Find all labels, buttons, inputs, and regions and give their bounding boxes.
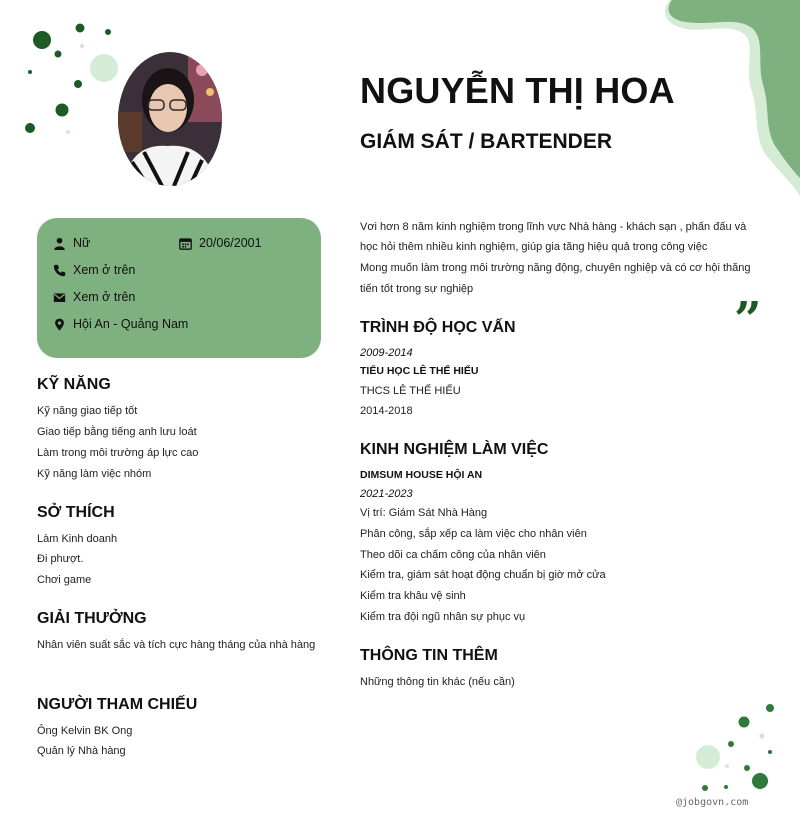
objective-line: Mong muốn làm trong môi trường năng động, chuyên nghiệp và có cơ hội thăng (360, 262, 751, 274)
watermark: @jobgovn.com (676, 797, 749, 808)
skill-item: Kỹ năng giao tiếp tốt (37, 405, 138, 417)
hobby-item: Chơi game (37, 574, 92, 586)
phone-icon (53, 264, 66, 277)
hobby-item: Đi phượt. (37, 553, 84, 565)
decorative-dots-top-left (20, 20, 130, 140)
skill-item: Giao tiếp bằng tiếng anh lưu loát (37, 426, 197, 438)
reference-item: Ông Kelvin BK Ong (37, 725, 133, 737)
skill-item: Kỹ năng làm việc nhóm (37, 468, 152, 480)
phone-value: Xem ở trên (73, 263, 136, 277)
education-heading: TRÌNH ĐỘ HỌC VẤN (360, 319, 516, 336)
decorative-dots-bottom-right (690, 700, 790, 800)
skills-heading: KỸ NĂNG (37, 376, 111, 393)
phone-row (53, 263, 135, 277)
person-icon (53, 237, 66, 250)
education-school: TIỂU HỌC LÊ THẾ HIẾU (360, 365, 479, 377)
calendar-icon (179, 237, 192, 250)
quote-mark-icon: ” (734, 292, 762, 348)
personal-info-card (37, 218, 321, 358)
mail-icon (53, 291, 66, 304)
experience-line: Kiểm tra đội ngũ nhân sự phục vụ (360, 611, 526, 623)
avatar-photo (118, 52, 222, 186)
decorative-blob-top-right (660, 0, 800, 200)
birthday-value: 20/06/2001 (199, 236, 262, 250)
objective-line: Vơi hơn 8 năm kinh nghiệm trong lĩnh vực Nhà hàng - khách sạn , phấn đấu và (360, 221, 747, 233)
job-title: GIÁM SÁT / BARTENDER (360, 130, 612, 153)
gender-row (53, 236, 90, 250)
awards-heading: GIẢI THƯỞNG (37, 610, 147, 627)
skill-item: Làm trong môi trường áp lực cao (37, 447, 199, 459)
extra-info-heading: THÔNG TIN THÊM (360, 647, 498, 664)
education-school-2: THCS LÊ THẾ HIẾU (360, 385, 461, 397)
experience-line: Kiểm tra khâu vệ sinh (360, 590, 466, 602)
experience-line: Vị trí: Giám Sát Nhà Hàng (360, 507, 488, 519)
experience-period: 2021-2023 (360, 488, 413, 500)
experience-company: DIMSUM HOUSE HỘI AN (360, 469, 483, 481)
reference-item: Quản lý Nhà hàng (37, 745, 126, 757)
hobbies-heading: SỞ THÍCH (37, 504, 115, 521)
candidate-name: NGUYỄN THỊ HOA (360, 70, 675, 111)
education-period-2: 2014-2018 (360, 405, 413, 417)
gender-value: Nữ (73, 236, 91, 250)
award-item: Nhân viên suất sắc và tích cực hàng tháng của nhà hàng (37, 639, 316, 651)
hobby-item: Làm Kinh doanh (37, 533, 118, 545)
address-value: Hội An - Quảng Nam (73, 317, 189, 331)
email-row (53, 290, 135, 304)
address-row (53, 317, 188, 331)
email-value: Xem ở trên (73, 290, 136, 304)
experience-line: Kiểm tra, giám sát hoạt động chuẩn bị giờ mở cửa (360, 569, 606, 581)
extra-info-text: Những thông tin khác (nếu cần) (360, 676, 515, 688)
education-period: 2009-2014 (360, 347, 413, 359)
references-heading: NGƯỜI THAM CHIẾU (37, 696, 198, 713)
birthday-row (179, 236, 262, 250)
avatar-illustration (118, 52, 222, 186)
experience-line: Phân công, sắp xếp ca làm việc cho nhân viên (360, 528, 587, 540)
experience-heading: KINH NGHIỆM LÀM VIỆC (360, 441, 549, 458)
objective-line: học hỏi thêm nhiều kinh nghiệm, giúp gia tăng hiệu quả trong công việc (360, 241, 708, 253)
objective-line: tiến tốt trong sự nghiệp (360, 283, 474, 295)
experience-line: Theo dõi ca chấm công của nhân viên (360, 549, 546, 561)
location-pin-icon (53, 318, 66, 331)
